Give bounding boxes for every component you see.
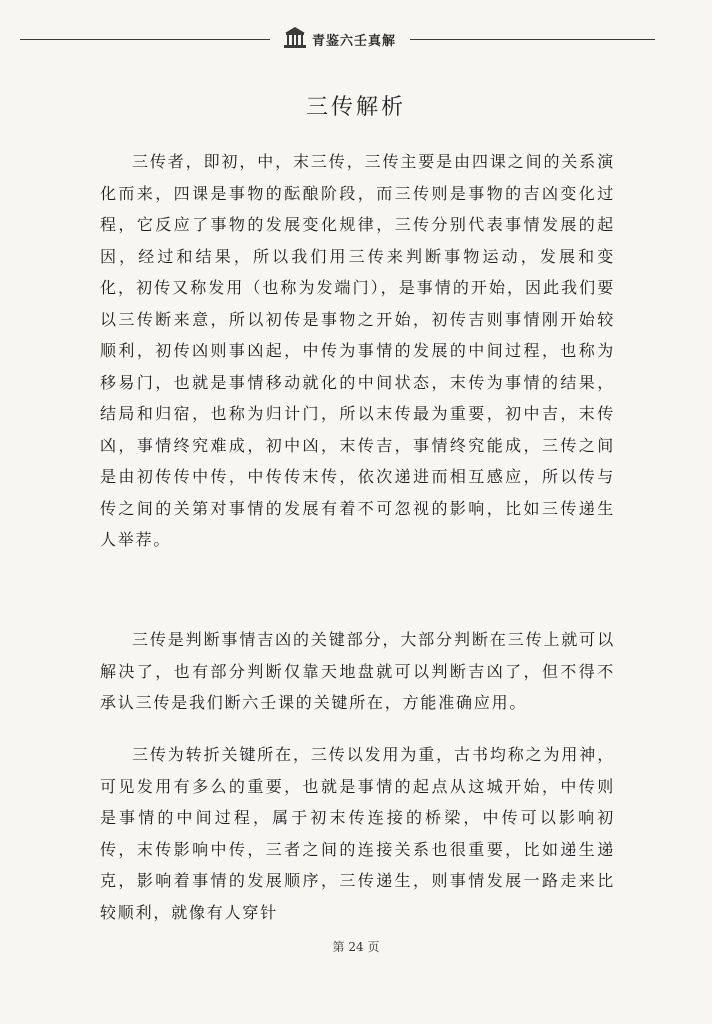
page-number: 第 24 页: [332, 940, 380, 954]
page-title: 三传解析: [305, 95, 406, 120]
running-header: [0, 24, 712, 54]
header-rule-left: [20, 39, 270, 40]
body-paragraph-1: 三传者，即初，中，末三传，三传主要是由四课之间的关系演化而来，四课是事物的酝酿阶段，而三传则是事物的吉凶变化过程，它反应了事物的发展变化规律，三传分别代表事情发展的起因，经过和结果，所以我们用三传来判断事物运动，发展和变化，初传又称发用（也称为发端门），是事情的开始，因此我们要以三传断来意，所以初传是事物之开始，初传吉则事情刚开始较顺利，初传凶则事凶起，中传为事情的发展的中间过程，也称为移易门，也就是事情移动就化的中间状态，末传为事情的结果，结局和归宿，也称为归计门，所以末传最为重要，初中吉，末传凶，事情终究难成，初中凶，末传吉，事情终究能成，三传之间是由初传传中传，中传传末传，依次递进而相互感应，所以传与传之间的关第对事情的发展有着不可忽视的影响，比如三传递生人举荐。: [100, 152, 615, 549]
body-paragraph-2: 三传是判断事情吉凶的关键部分，大部分判断在三传上就可以解决了，也有部分判断仅靠天地盘就可以判断吉凶了，但不得不承认三传是我们断六壬课的关键所在，方能准确应用。: [100, 630, 615, 712]
header-title: 青鉴六壬真解: [312, 34, 397, 49]
header-rule-right: [410, 39, 655, 40]
building-logo-icon: [282, 26, 308, 50]
body-paragraph-3: 三传为转折关键所在，三传以发用为重，古书均称之为用神，可见发用有多么的重要，也就是事情的起点从这城开始，中传则是事情的中间过程，属于初末传连接的桥梁，中传可以影响初传，末传影响中传，三者之间的连接关系也很重要，比如递生递克，影响着事情的发展顺序，三传递生，则事情发展一路走来比较顺利，就像有人穿针: [100, 745, 615, 922]
